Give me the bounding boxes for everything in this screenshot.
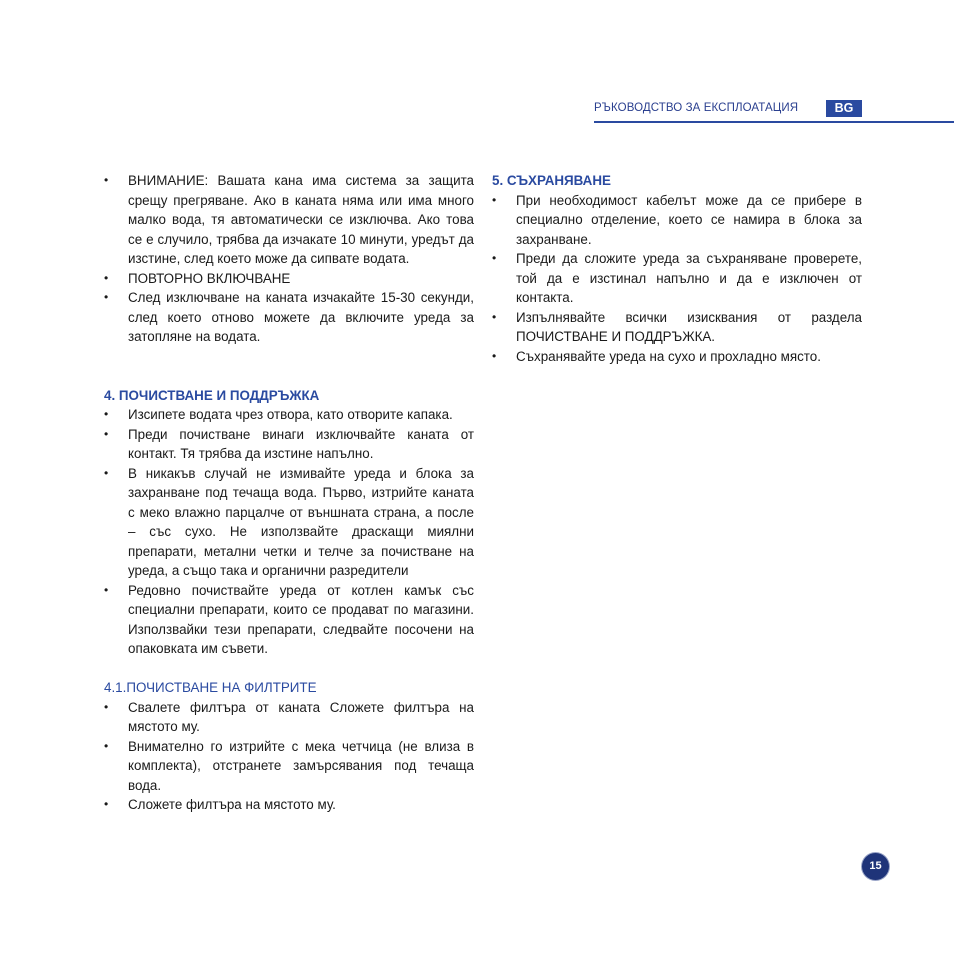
bullet-icon: • <box>104 738 109 753</box>
storage-list <box>492 191 862 367</box>
intro-list <box>104 171 474 347</box>
list-item: • Внимателно го изтрийте с мека четчица (не влиза в комплекта), отстранете замърсявания под течаща вода. <box>104 738 474 793</box>
filters-list <box>104 698 474 815</box>
list-item: • След изключване на каната изчакайте 15-30 секунди, след което отново можете да включите уреда за затопляне на водата. <box>104 290 474 344</box>
bullet-icon: • <box>104 407 109 421</box>
language-badge: BG <box>826 100 862 117</box>
bullet-icon: • <box>104 699 109 714</box>
section-heading-cleaning: 4. ПОЧИСТВАНЕ И ПОДДРЪЖКА <box>104 387 320 403</box>
list-item: • ВНИМАНИЕ: Вашата кана има система за защита срещу прегряване. Ако в каната няма или има много малко вода, тя автоматически се изключва. Ако това се е случило, трябва да изчакате 10 минути, уредът да изстине, след което може да сипвате водата. <box>104 173 474 266</box>
list-item: • Редовно почиствайте уреда от котлен камък със специални препарати, които се продават по магазини. Използвайки тези препарати, следвайте посочени на опаковката им съвети. <box>104 582 474 656</box>
page-number-badge: 15 <box>862 853 889 880</box>
left-column <box>104 171 474 815</box>
list-item: • Изсипете водата чрез отвора, като отворите капака. <box>104 405 474 425</box>
section-heading-filters: 4.1.ПОЧИСТВАНЕ НА ФИЛТРИТЕ <box>104 680 317 695</box>
list-item: • Съхранявайте уреда на сухо и прохладно място. <box>492 347 862 367</box>
list-item: • Изпълнявайте всички изисквания от раздела ПОЧИСТВАНЕ И ПОДДРЪЖКА. <box>492 309 862 344</box>
bullet-icon: • <box>104 173 109 187</box>
bullet-icon: • <box>104 270 109 285</box>
section-heading-storage: 5. СЪХРАНЯВАНЕ <box>492 173 611 188</box>
list-item: • В никакъв случай не измивайте уреда и блока за захранване под течаща вода. Първо, изтрийте каната с меко влажно парцалче от външната страна, а после – със сухо. Не използвайте драскащи миялни препарати, метални четки и телче за почистване на уреда, а също така и органични разредители <box>104 465 474 578</box>
header-rule <box>594 121 954 123</box>
bullet-icon: • <box>104 465 109 480</box>
bullet-icon: • <box>492 309 497 324</box>
bullet-icon: • <box>104 582 109 597</box>
list-item: • Преди почистване винаги изключвайте каната от контакт. Тя трябва да изстине напълно. <box>104 426 474 461</box>
bullet-icon: • <box>492 251 497 265</box>
bullet-icon: • <box>492 348 497 363</box>
bullet-icon: • <box>104 426 109 441</box>
list-item: • При необходимост кабелът може да се прибере в специално отделение, което се намира в блока за захранване. <box>492 192 862 247</box>
header-title: РЪКОВОДСТВО ЗА ЕКСПЛОАТАЦИЯ <box>594 102 799 114</box>
list-item: • Сложете филтъра на мястото му. <box>104 795 474 815</box>
list-item: • ПОВТОРНО ВКЛЮЧВАНЕ <box>104 269 474 289</box>
cleaning-list <box>104 405 474 659</box>
list-item: • Преди да сложите уреда за съхраняване проверете, той да е изстинал напълно и да е изключен от контакта. <box>492 251 862 305</box>
bullet-icon: • <box>104 290 109 304</box>
bullet-icon: • <box>492 192 497 207</box>
list-item: • Свалете филтъра от каната Сложете филтъра на мястото му. <box>104 699 474 734</box>
bullet-icon: • <box>104 797 109 811</box>
right-column <box>492 171 862 366</box>
